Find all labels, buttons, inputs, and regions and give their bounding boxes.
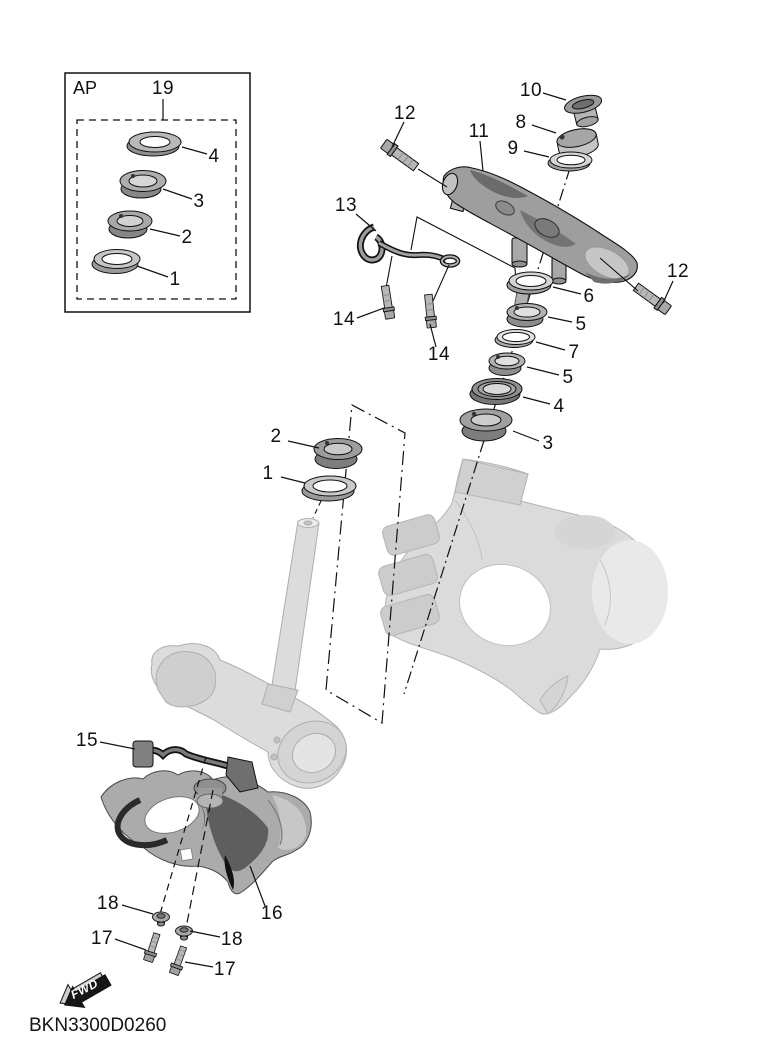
handle-cover-part-16 [101, 771, 311, 894]
dust-seal-part-1 [302, 476, 356, 501]
callout-16: 16 [260, 903, 284, 924]
callout-14: 14 [332, 309, 356, 330]
callout-7: 7 [568, 342, 580, 363]
callout-11: 11 [468, 121, 490, 142]
callout-18: 18 [220, 929, 244, 950]
ap-inset-label: AP [73, 78, 98, 98]
callout-1: 1 [169, 269, 181, 290]
lower-bearing-part-2 [314, 439, 362, 469]
screw-part-17-left [142, 932, 162, 963]
callout-2: 2 [270, 426, 282, 447]
clip-part-18-right [176, 926, 193, 940]
diagram-code: BKN3300D0260 [29, 1015, 167, 1036]
guide-bracket-part-13 [360, 227, 458, 266]
callout-5: 5 [562, 367, 574, 388]
callout-6: 6 [583, 286, 595, 307]
callout-12: 12 [666, 261, 690, 282]
callout-3: 3 [193, 191, 205, 212]
callout-1: 1 [262, 463, 274, 484]
callout-4: 4 [208, 146, 220, 167]
callout-13: 13 [334, 195, 358, 216]
callout-2: 2 [181, 227, 193, 248]
inset-washer-part-4 [127, 132, 181, 156]
bolt-part-14-a [380, 285, 396, 319]
callout-5: 5 [575, 314, 587, 335]
callout-17: 17 [90, 928, 114, 949]
washer-part-6 [507, 272, 553, 294]
clip-part-18-left [153, 912, 170, 926]
callout-12: 12 [393, 103, 417, 124]
ap-inset-box [65, 73, 250, 312]
callout-10: 10 [519, 80, 543, 101]
fwd-direction-label: FWD [68, 976, 101, 1002]
washer-part-7 [495, 330, 535, 348]
screw-part-17-right [168, 945, 189, 976]
cap-bolt-part-10 [563, 92, 607, 131]
ring-nut-part-5-upper [507, 304, 547, 328]
callout-9: 9 [507, 138, 519, 159]
pinch-bolt-part-12-right [632, 282, 672, 316]
callout-17: 17 [213, 959, 237, 980]
washer-part-9 [548, 152, 592, 171]
ghost-frame-head-tube [377, 459, 668, 714]
bolt-part-14-b [423, 294, 437, 328]
inset-bearing-part-2 [108, 211, 152, 238]
dust-seal-part-4 [470, 379, 522, 405]
inset-bearing-part-3 [120, 171, 166, 199]
inset-seal-part-1 [92, 250, 140, 274]
bracket-assembly-lines [386, 217, 517, 301]
callout-8: 8 [515, 112, 527, 133]
pinch-bolt-part-12-left [380, 138, 420, 172]
ring-nut-part-5-lower [489, 353, 525, 376]
callout-19: 19 [151, 78, 175, 99]
callout-14: 14 [427, 344, 451, 365]
callout-3: 3 [542, 433, 554, 454]
callout-4: 4 [553, 396, 565, 417]
callout-18: 18 [96, 893, 120, 914]
callout-15: 15 [75, 730, 99, 751]
upper-bearing-part-3 [460, 409, 512, 441]
